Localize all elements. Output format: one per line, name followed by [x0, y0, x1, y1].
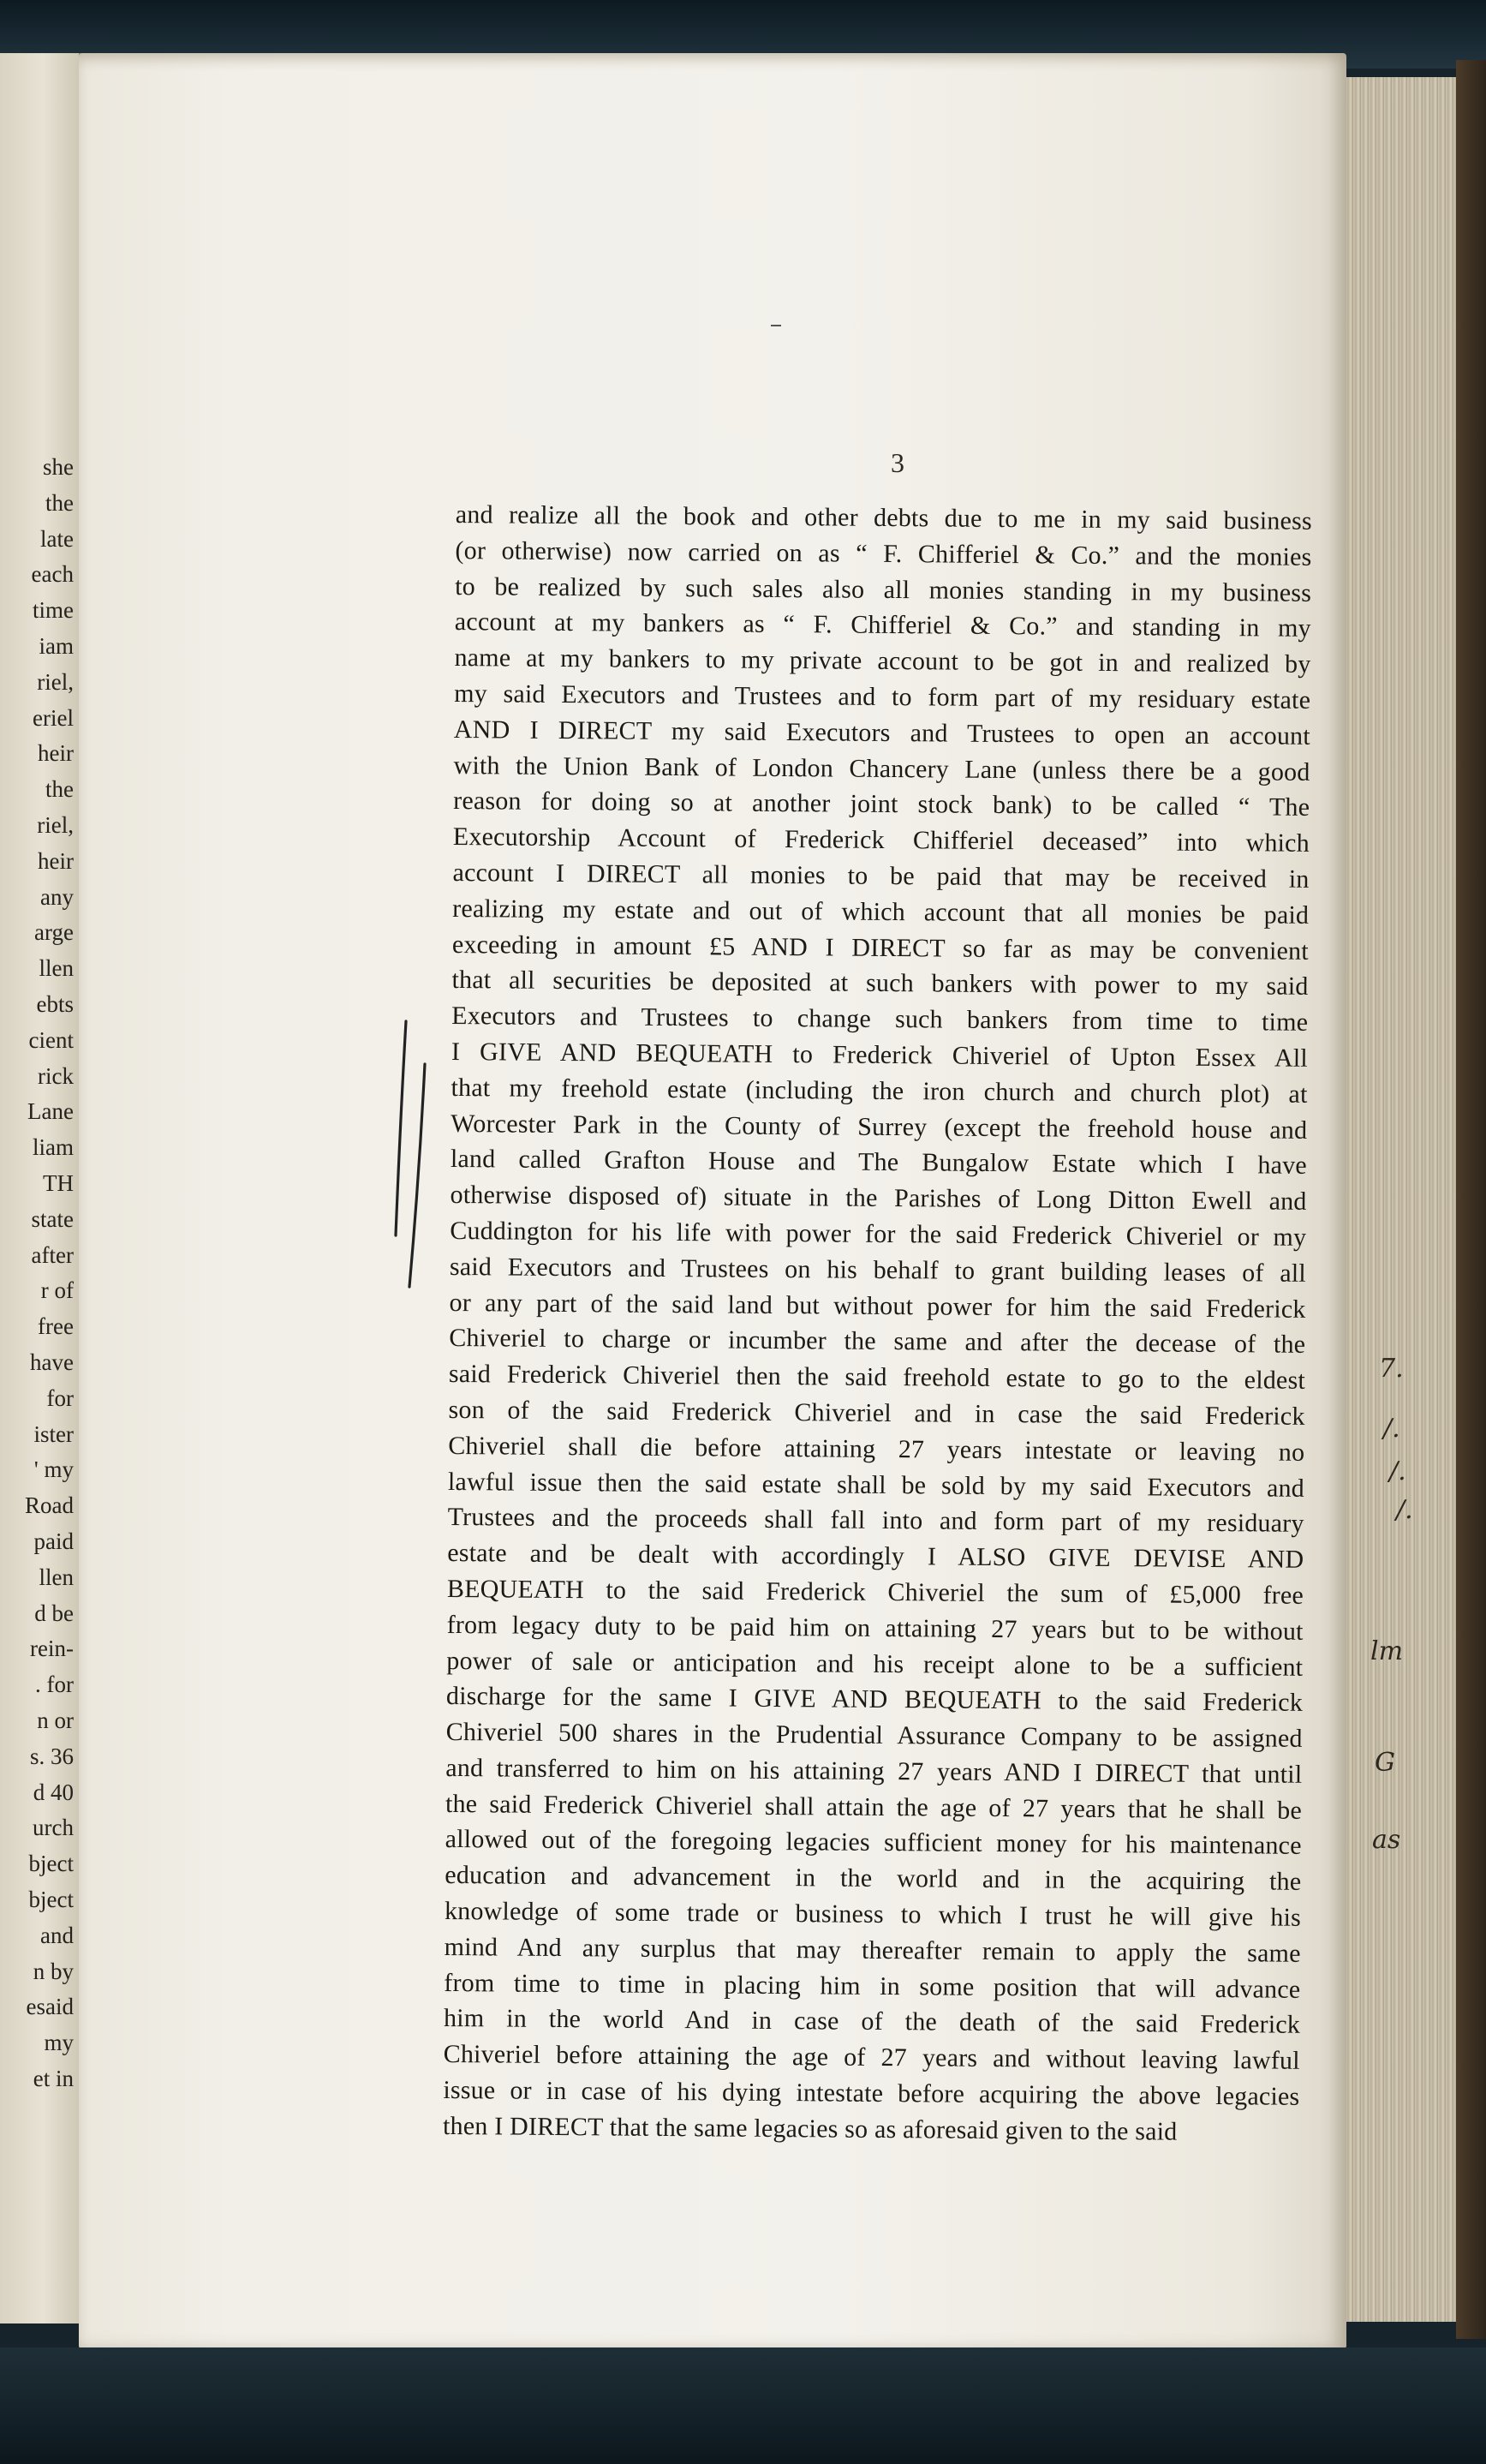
- facing-page-text-fragment: my: [44, 2030, 74, 2056]
- facing-page-text-fragment: state: [31, 1205, 74, 1232]
- facing-page-text-fragment: n by: [33, 1958, 74, 1984]
- text-line: son of the said Frederick Chiveriel and in case the said Frederick: [448, 1395, 1305, 1431]
- text-line: Chiveriel before attaining the age of 27 years and without leaving lawful: [443, 2040, 1300, 2076]
- facing-page-text-fragment: bject: [28, 1851, 74, 1877]
- text-line: AND I DIRECT my said Executors and Trustees to open an account: [453, 715, 1310, 751]
- facing-page-text-fragment: bject: [28, 1887, 74, 1912]
- scanner-background-bottom: [0, 2347, 1486, 2464]
- facing-page-text-fragment: free: [38, 1313, 74, 1340]
- text-line: (or otherwise) now carried on as “ F. Chifferiel & Co.” and the monies: [455, 535, 1312, 571]
- text-line: that all securities be deposited at such bankers with power to my said: [451, 966, 1309, 1002]
- text-line: and transferred to him on his attaining 27 years AND I DIRECT that until: [445, 1753, 1303, 1789]
- text-line: from time to time in placing him in some position that will advance: [444, 1968, 1301, 2004]
- text-line: Worcester Park in the County of Surrey (except the freehold house and: [451, 1109, 1308, 1145]
- facing-page-text-fragment: late: [40, 525, 74, 552]
- facing-page-text-fragment: time: [33, 597, 74, 624]
- facing-page-text-fragment: each: [31, 561, 74, 588]
- facing-page-text-fragment: Lane: [27, 1098, 74, 1125]
- facing-page-text-fragment: heir: [38, 847, 74, 874]
- text-line: Cuddington for his life with power for the said Frederick Chiveriel or my: [450, 1216, 1307, 1252]
- facing-page-text-fragment: iam: [39, 633, 74, 659]
- text-line: exceeding in amount £5 AND I DIRECT so far as may be convenient: [451, 930, 1309, 966]
- margin-note: as: [1372, 1825, 1401, 1855]
- facing-page-text-fragment: paid: [33, 1528, 74, 1554]
- text-line: discharge for the same I GIVE AND BEQUEATH to the said Frederick: [445, 1682, 1304, 1718]
- text-line: with the Union Bank of London Chancery Lane (unless there be a good: [453, 751, 1310, 786]
- facing-page-text-fragment: cient: [28, 1026, 74, 1053]
- facing-page-text-fragment: esaid: [26, 1994, 74, 2020]
- text-line: reason for doing so at another joint stock bank) to be called “ The: [453, 786, 1310, 822]
- facing-page-text-fragment: and: [40, 1922, 74, 1948]
- facing-page-text-fragment: the: [45, 776, 74, 803]
- text-line: Chiveriel 500 shares in the Prudential Assurance Company to be assigned: [445, 1718, 1303, 1753]
- text-line: power of sale or anticipation and his receipt alone to be a sufficient: [446, 1646, 1304, 1682]
- text-line: allowed out of the foregoing legacies sufficient money for his maintenance: [445, 1825, 1302, 1861]
- document-body: [443, 497, 1312, 2150]
- margin-note: /.: [1396, 1495, 1413, 1525]
- text-line: otherwise disposed of) situate in the Parishes of Long Ditton Ewell and: [450, 1181, 1307, 1216]
- text-line: BEQUEATH to the said Frederick Chiveriel the sum of £5,000 free: [446, 1574, 1304, 1610]
- facing-page-text-fragment: liam: [33, 1134, 74, 1161]
- text-line: mind And any surplus that may thereafter remain to apply the same: [444, 1932, 1301, 1968]
- facing-page-text-fragment: eriel: [33, 704, 74, 731]
- margin-note: lm: [1370, 1636, 1404, 1666]
- text-line: land called Grafton House and The Bungalow Estate which I have: [450, 1145, 1308, 1181]
- text-line: issue or in case of his dying intestate before acquiring the above legacies: [443, 2076, 1300, 2111]
- margin-note: /.: [1389, 1456, 1406, 1486]
- facing-page-text-fragment: rein-: [30, 1636, 74, 1662]
- text-line: knowledge of some trade or business to which I trust he will give his: [444, 1897, 1302, 1932]
- facing-page-text-fragment: TH: [43, 1170, 74, 1196]
- facing-page-text-fragment: d 40: [33, 1779, 74, 1805]
- margin-note: /.: [1383, 1414, 1400, 1444]
- text-line: estate and be dealt with accordingly I ALSO GIVE DEVISE AND: [447, 1539, 1304, 1574]
- text-line: or any part of the said land but without power for him the said Frederick: [449, 1288, 1306, 1324]
- facing-page-text-fragment: after: [31, 1241, 74, 1268]
- text-line: my said Executors and Trustees and to form part of my residuary estate: [454, 679, 1311, 715]
- facing-page-text-fragment: heir: [38, 740, 74, 767]
- page-number: 3: [891, 447, 904, 478]
- text-line: Chiveriel to charge or incumber the same and after the decease of the: [449, 1324, 1306, 1360]
- pencil-margin-mark: [387, 1013, 439, 1295]
- facing-page-text-fragment: urch: [33, 1815, 74, 1841]
- facing-page-text-fragment: r of: [40, 1277, 74, 1304]
- text-line: account at my bankers as “ F. Chifferiel & Co.” and standing in my: [454, 607, 1311, 643]
- facing-page-text-fragment: s. 36: [29, 1743, 74, 1769]
- facing-page-text-fragment: riel,: [37, 668, 74, 695]
- facing-page-text-fragment: llen: [39, 955, 74, 982]
- facing-page-text-fragment: the: [45, 489, 74, 516]
- facing-page-text-fragment: llen: [39, 1564, 74, 1590]
- facing-page-text-fragment: Road: [25, 1492, 74, 1519]
- text-line: name at my bankers to my private account to be got in and realized by: [454, 643, 1311, 679]
- margin-note: 7.: [1379, 1354, 1404, 1384]
- facing-page-text-fragment: ' my: [33, 1456, 74, 1483]
- facing-page-text-fragment: d be: [34, 1600, 74, 1626]
- facing-page-text-fragment: rick: [38, 1062, 74, 1089]
- facing-page-text-fragment: she: [43, 454, 74, 480]
- facing-page-text-fragment: riel,: [37, 812, 74, 838]
- text-line: account I DIRECT all monies to be paid that may be received in: [452, 858, 1310, 894]
- text-line: Trustees and the proceeds shall fall into and form part of my residuary: [447, 1503, 1304, 1539]
- text-line: the said Frederick Chiveriel shall attain the age of 27 years that he shall be: [445, 1789, 1303, 1825]
- text-line: him in the world And in case of the death of the said Frederick: [443, 2004, 1301, 2040]
- facing-page-text-fragment: ebts: [36, 991, 74, 1017]
- book-binding: [1456, 60, 1486, 2339]
- facing-page-text-fragment: et in: [33, 2066, 74, 2091]
- ink-mark: [771, 325, 781, 326]
- text-line: Executorship Account of Frederick Chifferiel deceased” into which: [452, 822, 1310, 858]
- facing-page-text-fragment: . for: [35, 1672, 74, 1698]
- facing-page-text-fragment: n or: [37, 1707, 74, 1733]
- text-line: and realize all the book and other debts due to me in my said business: [455, 499, 1312, 535]
- text-line: that my freehold estate (including the iron church and church plot) at: [451, 1073, 1308, 1109]
- text-line: lawful issue then the said estate shall be sold by my said Executors and: [447, 1467, 1305, 1503]
- margin-note: G: [1375, 1748, 1395, 1778]
- text-line: said Executors and Trustees on his behalf to grant building leases of all: [449, 1252, 1307, 1288]
- facing-page-text-fragment: have: [30, 1349, 74, 1375]
- text-line: from legacy duty to be paid him on attaining 27 years but to be without: [446, 1610, 1304, 1646]
- facing-page-text-fragment: arge: [34, 919, 74, 946]
- text-line: education and advancement in the world and in the acquiring the: [445, 1861, 1302, 1897]
- text-line: realizing my estate and out of which account that all monies be paid: [452, 894, 1310, 930]
- text-line: then I DIRECT that the same legacies so as aforesaid given to the said: [442, 2111, 1178, 2146]
- facing-page-text-fragment: for: [46, 1385, 74, 1411]
- facing-page-text-fragment: any: [40, 883, 74, 910]
- facing-page-text-fragment: ister: [33, 1420, 74, 1447]
- text-line: to be realized by such sales also all monies standing in my business: [455, 571, 1312, 607]
- document-page: [79, 53, 1346, 2349]
- text-line: Chiveriel shall die before attaining 27 years intestate or leaving no: [448, 1431, 1305, 1467]
- facing-page-left: [0, 53, 81, 2323]
- text-line: Executors and Trustees to change such bankers from time to time: [451, 1002, 1309, 1037]
- text-line: said Frederick Chiveriel then the said freehold estate to go to the eldest: [448, 1360, 1306, 1395]
- text-line: I GIVE AND BEQUEATH to Frederick Chiveriel of Upton Essex All: [451, 1037, 1309, 1073]
